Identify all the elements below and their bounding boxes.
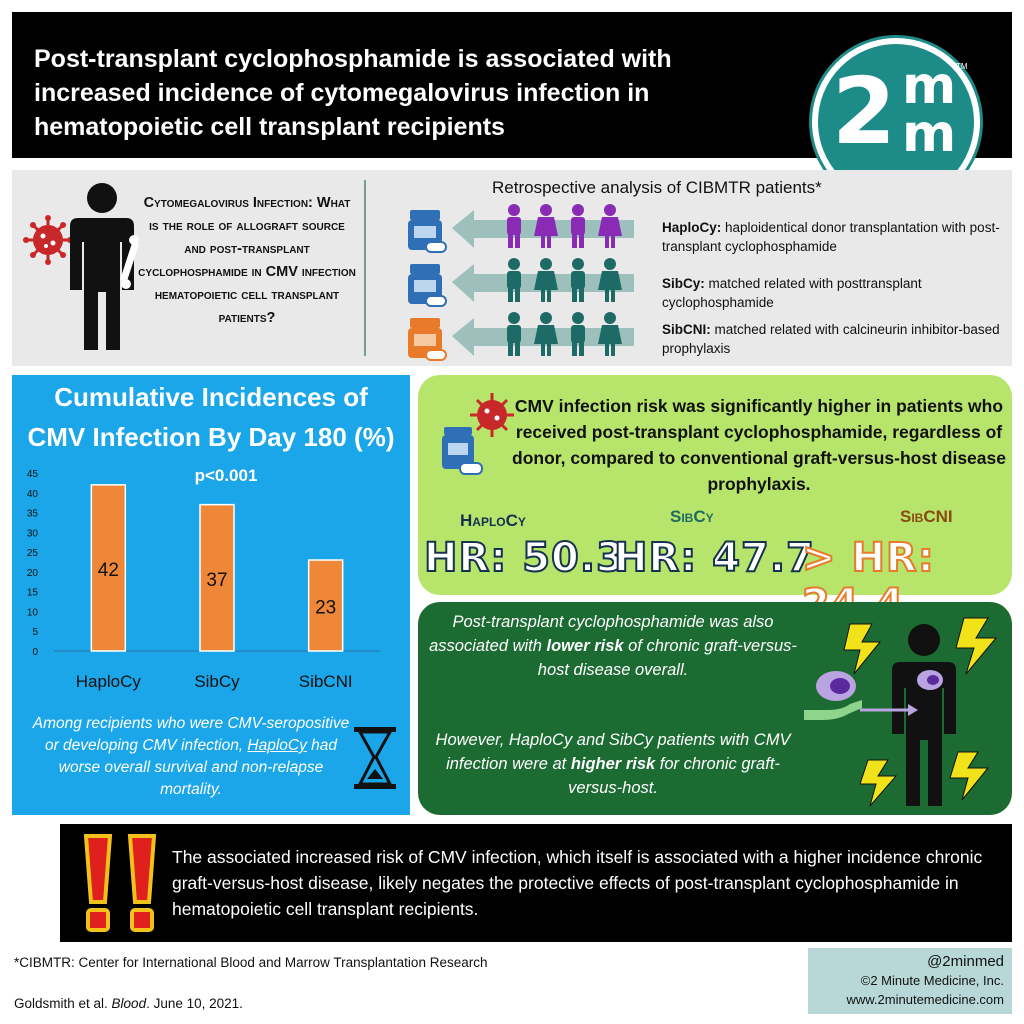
pill-bottle-icon [408, 264, 446, 306]
gvhd-higher-risk-text: However, HaploCy and SibCy patients with CMV infection were at higher risk for chronic graft-versus-host. [435, 731, 791, 797]
logo-letter-top: m [902, 56, 957, 116]
arrow-icon [860, 704, 918, 716]
page-title: Post-transplant cyclophosphamide is associated with increased incidence of cytomegalovirus infection in hematopoietic cell transplant recipients [34, 45, 672, 141]
hand-cell-icon [804, 671, 862, 720]
hr-value-sibcni: > HR: [802, 535, 935, 581]
pill-bottle-icon [408, 318, 446, 360]
virus-medication-icon [434, 389, 518, 479]
survival-note: Among recipients who were CMV-seropositive or developing CMV infection, HaploCy had worse overall survival and non-relapse mortality. [32, 715, 350, 798]
hazard-ratio-panel [418, 375, 1012, 595]
y-tick-label: 20 [26, 567, 38, 579]
citation: Goldsmith et al. Blood. June 10, 2021. [14, 996, 243, 1011]
hr-label-sibcy: SibCy [670, 507, 714, 526]
chart-title: Cumulative Incidences of CMV Infection By Day 180 (%) [27, 382, 395, 452]
logo-letter-bottom: m [902, 104, 957, 164]
person-icon [892, 624, 956, 806]
y-tick-label: 30 [26, 528, 38, 540]
logo-trademark: TM [956, 62, 968, 71]
cumulative-incidence-bar-chart [12, 459, 410, 709]
conclusion-text: The associated increased risk of CMV infection, which itself is associated with a higher incidence chronic graft-versus-host disease, likely negates the protective effects of post-transplant cyclophosphamide in hematopoietic cell transplant recipients. [172, 847, 983, 919]
social-handle[interactable]: @2minmed [927, 953, 1004, 970]
website-link[interactable]: www.2minutemedicine.com [846, 992, 1004, 1007]
virus-icon [470, 393, 514, 437]
x-tick-label: SibCy [194, 672, 240, 691]
hourglass-icon [352, 725, 398, 791]
y-tick-label: 35 [26, 508, 38, 520]
bar-value-label: 23 [315, 597, 337, 619]
pill-bottle-icon [408, 210, 446, 252]
gvhd-risk-panel [418, 602, 1012, 815]
cibmtr-footnote: *CIBMTR: Center for International Blood and Marrow Transplantation Research [14, 955, 488, 970]
gvhd-illustration [798, 610, 1008, 810]
y-tick-label: 0 [32, 647, 38, 658]
group-legend-sibcy: SibCy: matched related with posttransplant cyclophosphamide [662, 276, 922, 310]
patient-icon [22, 180, 142, 356]
brand-credit [808, 948, 1012, 1014]
bar-value-label: 42 [97, 559, 119, 581]
y-tick-label: 10 [26, 607, 38, 619]
retrospective-title: Retrospective analysis of CIBMTR patients* [492, 178, 822, 197]
study-overview-panel [12, 170, 1012, 366]
y-tick-label: 25 [26, 548, 38, 560]
conclusion-banner [60, 824, 1012, 942]
y-tick-label: 40 [26, 488, 38, 500]
copyright: ©2 Minute Medicine, Inc. [860, 973, 1004, 988]
p-value-annotation: p<0.001 [194, 466, 258, 485]
y-tick-label: 45 [26, 469, 38, 480]
hr-value-haplocy: HR: 50.3 [424, 535, 625, 581]
virus-icon [23, 215, 73, 265]
gvhd-lower-risk-text: Post-transplant cyclophosphamide was also associated with lower risk of chronic graft-versus-host disease overall. [429, 613, 797, 679]
cumulative-incidence-panel [12, 375, 410, 815]
hr-label-sibcni: SibCNI [900, 507, 953, 526]
cohort-groups-illustration [404, 198, 654, 364]
exclamation-icon [80, 832, 162, 936]
hazard-ratio-summary: CMV infection risk was significantly higher in patients who received post-transplant cyclophosphamide, regardless of donor, compared to conventional graft-versus-host disease prophylaxis. [512, 396, 1006, 494]
haplocy-underlined: HaploCy [247, 737, 307, 754]
group-legend-sibcni: SibCNI: matched related with calcineurin inhibitor-based prophylaxis [662, 322, 1000, 356]
bar-value-label: 37 [206, 569, 228, 591]
y-tick-label: 15 [26, 587, 38, 599]
pill-bottle-icon [442, 427, 482, 474]
logo-digit: 2 [832, 58, 897, 165]
hr-label-haplocy: HaploCy [460, 511, 526, 530]
x-tick-label: HaploCy [75, 672, 141, 691]
y-tick-label: 5 [32, 627, 38, 639]
hr-value-sibcy: HR: 47.7 [614, 535, 815, 581]
immune-cell-icon [917, 670, 943, 690]
research-question: Cytomegalovirus Infection: What is the role of allograft source and post-transplant cyclophosphamide in CMV infection hematopoietic cell transplant patients? [138, 195, 356, 326]
x-tick-label: SibCNI [298, 672, 353, 691]
divider [364, 180, 366, 356]
group-legend-haplocy: HaploCy: haploidentical donor transplantation with post-transplant cyclophosphamide [662, 220, 1000, 254]
